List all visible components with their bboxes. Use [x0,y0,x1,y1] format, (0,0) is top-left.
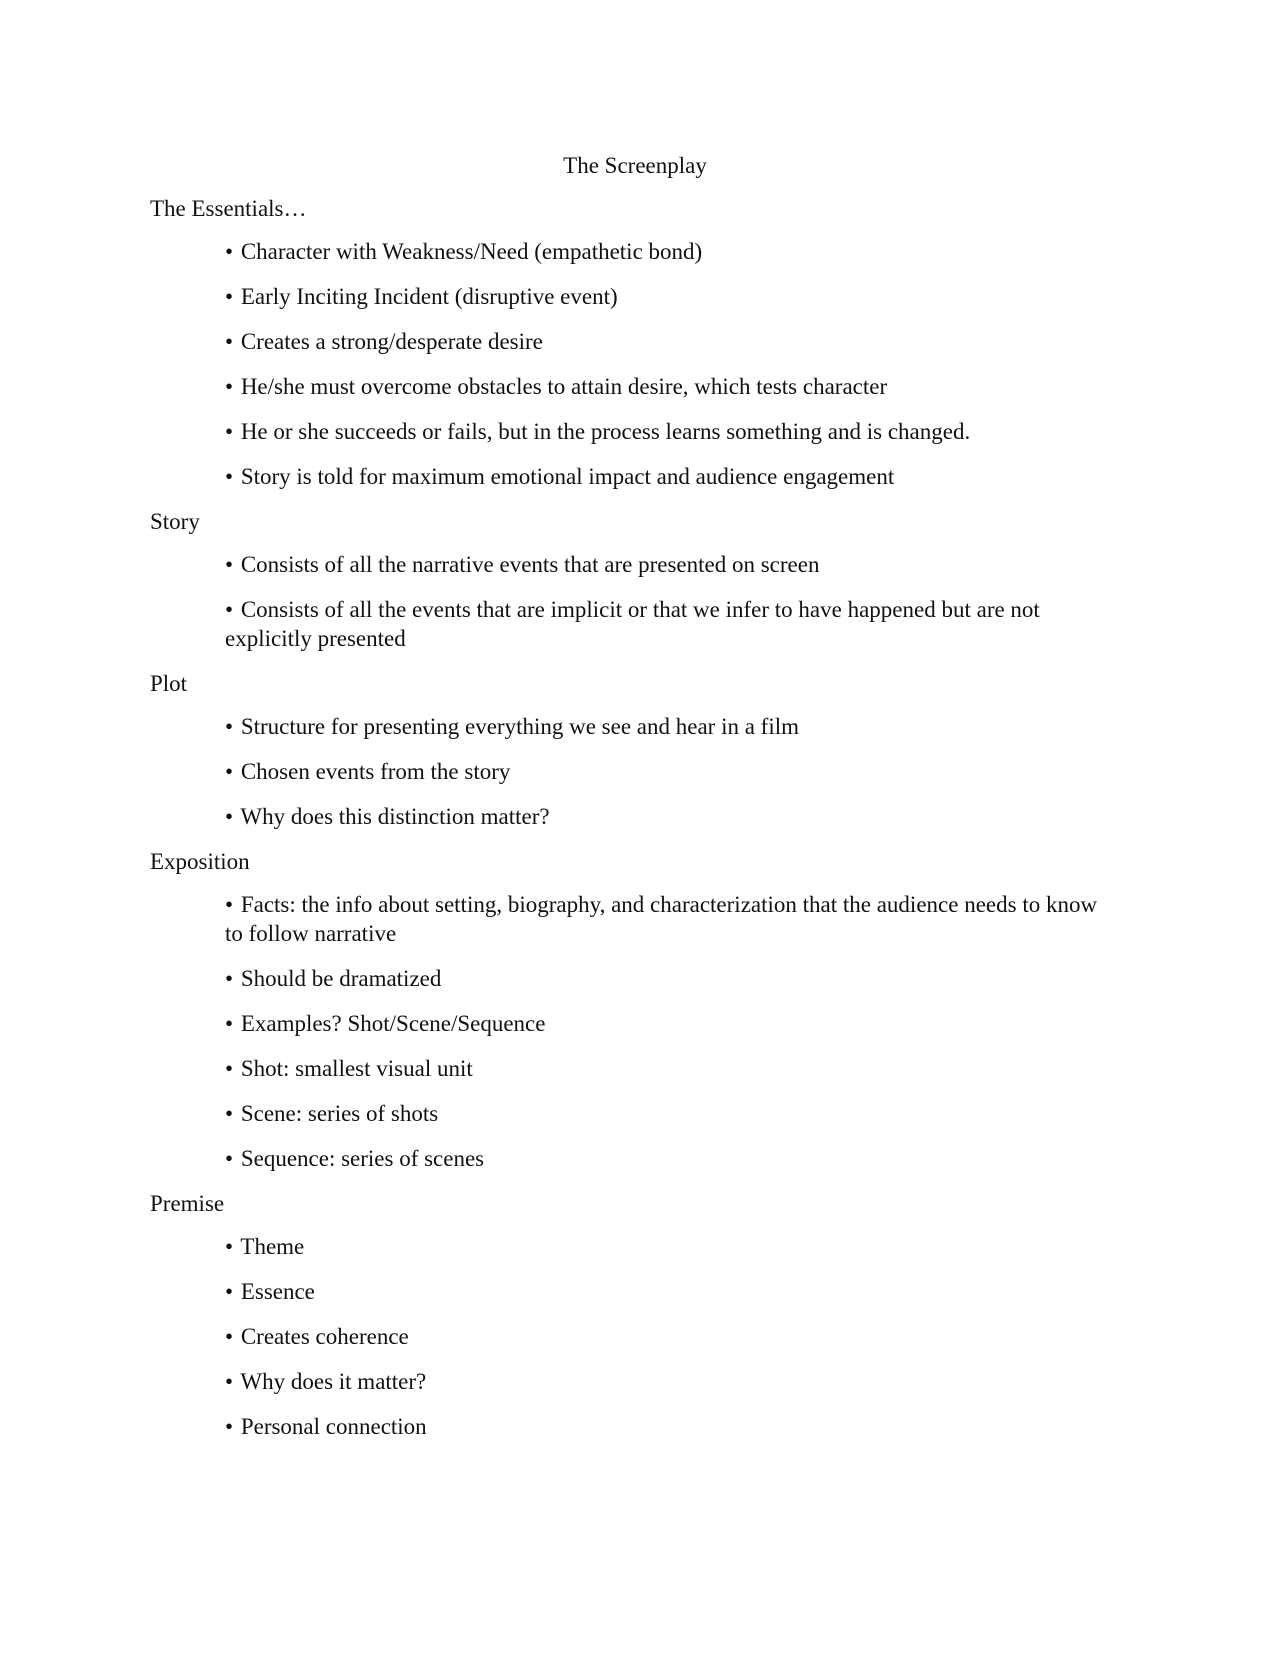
bullet-icon: • [225,804,234,829]
list-item [225,550,1120,579]
bullet-list [150,237,1120,491]
bullet-icon: • [225,1369,234,1394]
list-item-text: Personal connection [240,1414,427,1439]
list-item [225,757,1120,786]
section-essentials [150,194,1120,491]
list-item [225,712,1120,741]
list-item-text: Early Inciting Incident (disruptive event) [240,284,618,309]
list-item-text: He/she must overcome obstacles to attain desire, which tests character [240,374,888,399]
document-page [150,151,1120,1457]
bullet-icon: • [225,714,234,739]
list-item [225,964,1120,993]
list-item [225,327,1120,356]
bullet-list [150,1232,1120,1441]
list-item [225,1367,1120,1396]
bullet-icon: • [225,1101,234,1126]
list-item [225,1054,1120,1083]
list-item-text: Examples? Shot/Scene/Sequence [240,1011,546,1036]
section-story [150,507,1120,653]
list-item-text: Consists of all the narrative events that are presented on screen [240,552,820,577]
list-item-text: Sequence: series of scenes [240,1146,485,1171]
list-item-text: Why does this distinction matter? [240,804,550,829]
list-item-text: Should be dramatized [240,966,442,991]
list-item [225,282,1120,311]
list-item [225,1412,1120,1441]
list-item [225,1144,1120,1173]
list-item [225,1322,1120,1351]
list-item [225,417,1120,446]
section-exposition [150,847,1120,1173]
list-item-text: Chosen events from the story [240,759,511,784]
list-item [225,1009,1120,1038]
document-title: The Screenplay [563,153,707,178]
section-heading: Exposition [150,849,250,874]
list-item [225,372,1120,401]
list-item-text: Creates coherence [240,1324,409,1349]
list-item [225,237,1120,266]
list-item [225,1277,1120,1306]
list-item [225,890,1120,948]
list-item-text: He or she succeeds or fails, but in the process learns something and is changed. [240,419,971,444]
section-heading: Premise [150,1191,225,1216]
bullet-icon: • [225,892,234,917]
bullet-icon: • [225,552,234,577]
list-item-text: Consists of all the events that are implicit or that we infer to have happened but are not explicitly presented [225,597,1040,651]
bullet-icon: • [225,239,234,264]
bullet-icon: • [225,966,234,991]
bullet-icon: • [225,1414,234,1439]
list-item [225,1099,1120,1128]
bullet-icon: • [225,1279,234,1304]
bullet-icon: • [225,284,234,309]
list-item [225,802,1120,831]
bullet-icon: • [225,1056,234,1081]
list-item-text: Shot: smallest visual unit [240,1056,473,1081]
bullet-icon: • [225,759,234,784]
list-item [225,595,1120,653]
bullet-icon: • [225,1324,234,1349]
bullet-icon: • [225,329,234,354]
section-heading: Story [150,509,200,534]
list-item-text: Story is told for maximum emotional impact and audience engagement [240,464,895,489]
bullet-icon: • [225,1146,234,1171]
list-item-text: Facts: the info about setting, biography, and characterization that the audience needs to know to follow narrative [225,892,1098,946]
bullet-list [150,890,1120,1173]
list-item-text: Essence [240,1279,315,1304]
list-item-text: Scene: series of shots [240,1101,439,1126]
list-item-text: Creates a strong/desperate desire [240,329,543,354]
list-item-text: Character with Weakness/Need (empathetic bond) [240,239,703,264]
section-heading: Plot [150,671,188,696]
bullet-icon: • [225,597,234,622]
bullet-icon: • [225,464,234,489]
list-item [225,1232,1120,1261]
bullet-icon: • [225,419,234,444]
bullet-list [150,712,1120,831]
bullet-list [150,550,1120,653]
bullet-icon: • [225,1011,234,1036]
list-item-text: Theme [240,1234,305,1259]
bullet-icon: • [225,1234,234,1259]
section-plot [150,669,1120,831]
bullet-icon: • [225,374,234,399]
list-item [225,462,1120,491]
section-premise [150,1189,1120,1441]
section-heading: The Essentials… [150,196,307,221]
list-item-text: Why does it matter? [240,1369,427,1394]
list-item-text: Structure for presenting everything we see and hear in a film [240,714,800,739]
